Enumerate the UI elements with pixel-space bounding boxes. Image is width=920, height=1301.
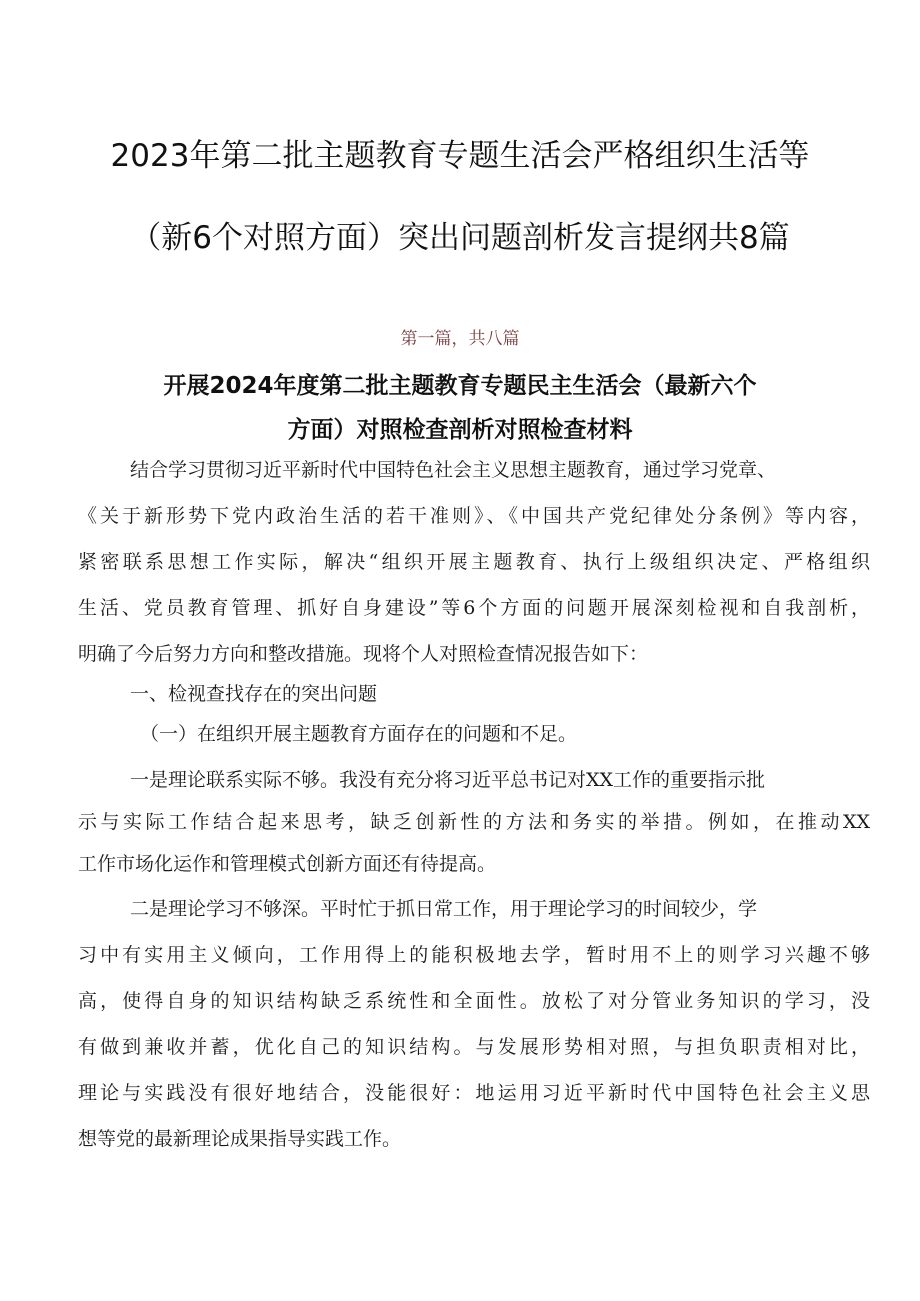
paragraph-line: 有做到兼收并蓄，优化自己的知识结构。与发展形势相对照，与担负职责相对比，	[78, 1036, 870, 1058]
paragraph-line: 工作市场化运作和管理模式创新方面还有待提高。	[78, 853, 497, 875]
section-label: 第一篇，共八篇	[400, 329, 520, 349]
subsection-heading-text: （一）在组织开展主题教育方面存在的问题和不足。	[140, 723, 578, 745]
paragraph-line: 习中有实用主义倾向，工作用得上的能积极地去学，暂时用不上的则学习兴趣不够	[78, 944, 870, 966]
paragraph-line: 紧密联系思想工作实际，解决“组织开展主题教育、执行上级组织决定、严格组织	[78, 551, 870, 573]
paragraph-line: 一是理论联系实际不够。我没有充分将习近平总书记对XX工作的重要指示批	[130, 769, 766, 791]
document-title-line-2: （新6个对照方面）突出问题剖析发言提纲共8篇	[130, 220, 790, 256]
paragraph-line: 结合学习贯彻习近平新时代中国特色社会主义思想主题教育，通过学习党章、	[130, 459, 777, 481]
paragraph-line: 理论与实践没有很好地结合，没能很好：地运用习近平新时代中国特色社会主义思	[78, 1082, 870, 1104]
document-title-line-1: 2023年第二批主题教育专题生活会严格组织生活等	[110, 138, 810, 174]
paragraph-line: 二是理论学习不够深。平时忙于抓日常工作，用于理论学习的时间较少，学	[130, 898, 758, 920]
paragraph-line: 想等党的最新理论成果指导实践工作。	[78, 1128, 402, 1150]
paragraph-line: 高，使得自身的知识结构缺乏系统性和全面性。放松了对分管业务知识的学习，没	[78, 990, 870, 1012]
subtitle-line-1: 开展2024年度第二批主题教育专题民主生活会（最新六个	[163, 373, 757, 399]
subtitle-line-2: 方面）对照检查剖析对照检查材料	[287, 417, 633, 443]
paragraph-line: 明确了今后努力方向和整改措施。现将个人对照检查情况报告如下：	[78, 643, 649, 665]
section-heading-text: 一、检视查找存在的突出问题	[130, 683, 378, 705]
paragraph-line: 《关于新形势下党内政治生活的若干准则》、《中国共产党纪律处分条例》等内容，	[78, 505, 870, 527]
paragraph-line: 示与实际工作结合起来思考，缺乏创新性的方法和务实的举措。例如，在推动XX	[78, 811, 870, 833]
paragraph-line: 生活、党员教育管理、抓好自身建设”等6个方面的问题开展深刻检视和自我剖析，	[78, 597, 870, 619]
